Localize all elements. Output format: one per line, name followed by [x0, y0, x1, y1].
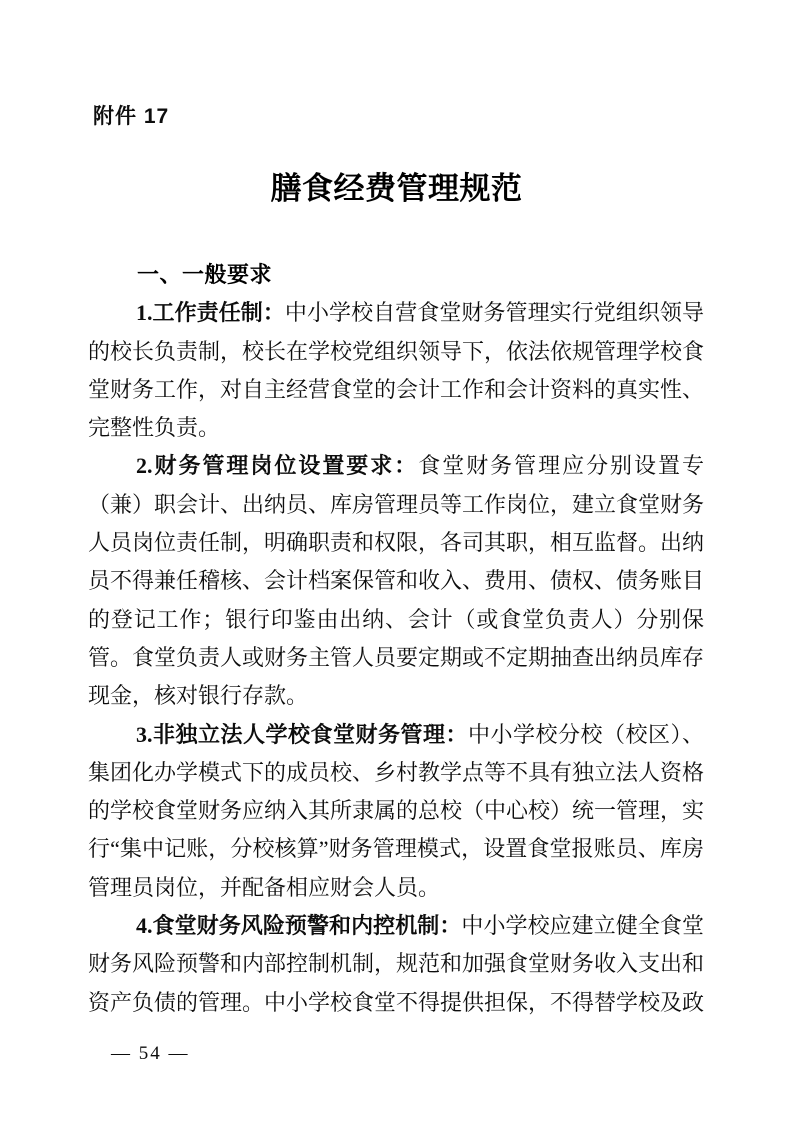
- paragraph-3-text: 中小学校分校（校区）、集团化办学模式下的成员校、乡村教学点等不具有独立法人资格的学校食堂财务应纳入其所隶属的总校（中心校）统一管理，实行“集中记账，分校核算”财务管理模式，设置食堂报账员、库房管理员岗位，并配备相应财会人员。: [88, 721, 705, 900]
- page-number: — 54 —: [111, 1043, 190, 1064]
- document-title: 膳食经费管理规范: [270, 171, 523, 206]
- paragraph-1: [88, 294, 704, 447]
- attachment-label: 附件 17: [93, 105, 170, 128]
- section-heading: 一、一般要求: [137, 262, 273, 287]
- paragraph-2-text: 食堂财务管理应分别设置专（兼）职会计、出纳员、库房管理员等工作岗位，建立食堂财务人员岗位责任制，明确职责和权限，各司其职，相互监督。出纳员不得兼任稽核、会计档案保管和收入、费用、债权、债务账目的登记工作；银行印鉴由出纳、会计（或食堂负责人）分别保管。食堂负责人或财务主管人员要定期或不定期抽查出纳员库存现金，核对银行存款。: [88, 453, 705, 709]
- paragraph-4-lead: 4.食堂财务风险预警和内控机制：: [136, 913, 462, 939]
- paragraph-2-lead: 2.财务管理岗位设置要求：: [136, 453, 419, 479]
- paragraph-3-lead: 3.非独立法人学校食堂财务管理：: [136, 721, 468, 747]
- paragraph-1-text: 中小学校自营食堂财务管理实行党组织领导的校长负责制，校长在学校党组织领导下，依法依规管理学校食堂财务工作，对自主经营食堂的会计工作和会计资料的真实性、完整性负责。: [88, 300, 705, 441]
- document-body: [88, 256, 704, 1022]
- paragraph-3: [88, 716, 704, 907]
- paragraph-4: [88, 907, 704, 1022]
- paragraph-2: [88, 447, 704, 715]
- paragraph-1-lead: 1.工作责任制：: [136, 300, 285, 326]
- paragraph-4-text: 中小学校应建立健全食堂财务风险预警和内部控制机制，规范和加强食堂财务收入支出和资产负债的管理。中小学校食堂不得提供担保，不得替学校及政: [88, 913, 705, 1015]
